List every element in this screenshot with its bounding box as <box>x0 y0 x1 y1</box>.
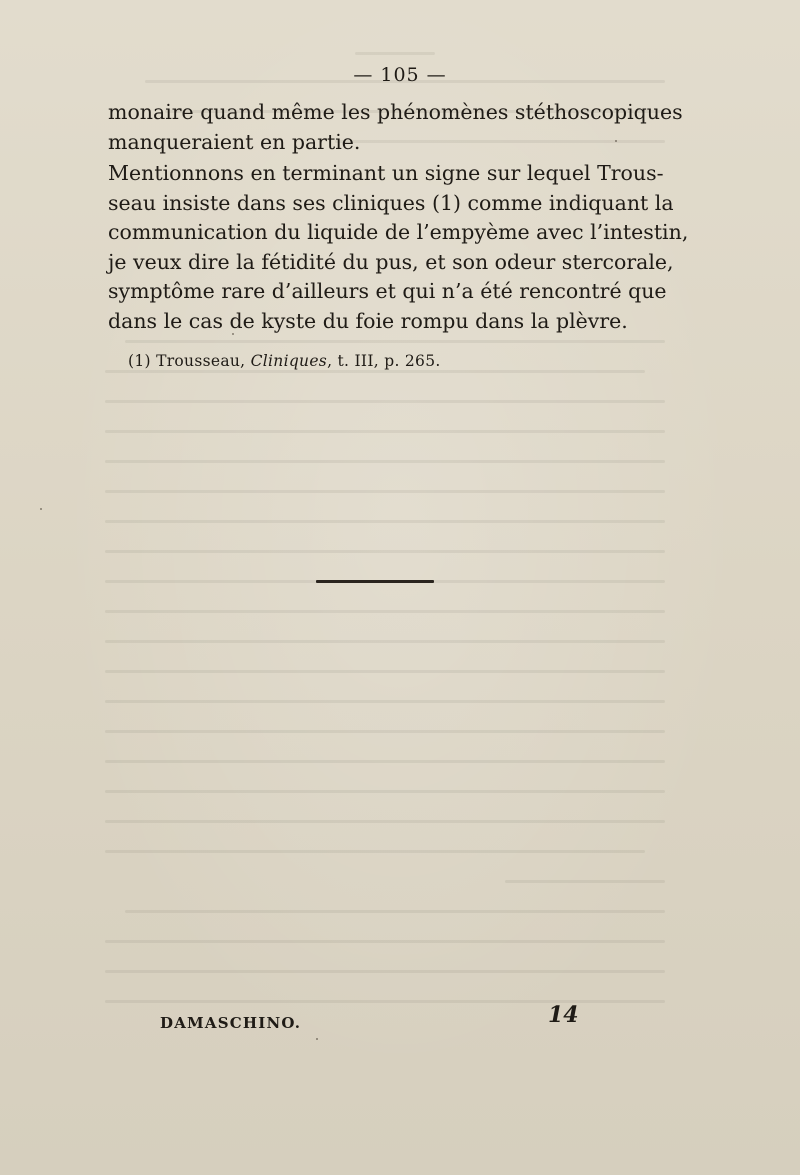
paper-speck <box>232 333 234 335</box>
footnote <box>128 352 441 370</box>
sheet-number: 14 <box>548 1002 579 1028</box>
text-line: symptôme rare d’ailleurs et qui n’a été rencontré que <box>108 279 667 303</box>
paper-speck <box>40 508 42 510</box>
text-line: Mentionnons en terminant un signe sur lequel Trous- <box>108 161 664 185</box>
text-line: monaire quand même les phénomènes stéthoscopiques <box>108 100 683 124</box>
body-text <box>108 98 689 336</box>
text-line: seau insiste dans ses cliniques (1) comme indiquant la <box>108 190 674 215</box>
footnote-suffix: , t. III, p. 265. <box>327 352 441 370</box>
printer-signature: DAMASCHINO. <box>160 1014 302 1032</box>
paper-speck <box>316 1038 318 1040</box>
paper-speck <box>615 140 617 142</box>
text-line: communication du liquide de l’empyème avec l’intestin, <box>108 220 689 244</box>
text-line: dans le cas de kyste du foie rompu dans la plèvre. <box>108 308 628 333</box>
text-line: manqueraient en partie. <box>108 129 361 154</box>
page-number: — 105 — <box>353 64 447 86</box>
footnote-work-title: Cliniques <box>250 352 328 370</box>
text-line: je veux dire la fétidité du pus, et son odeur stercorale, <box>108 249 674 274</box>
footnote-prefix: (1) Trousseau, <box>128 352 251 370</box>
section-rule <box>316 580 434 583</box>
